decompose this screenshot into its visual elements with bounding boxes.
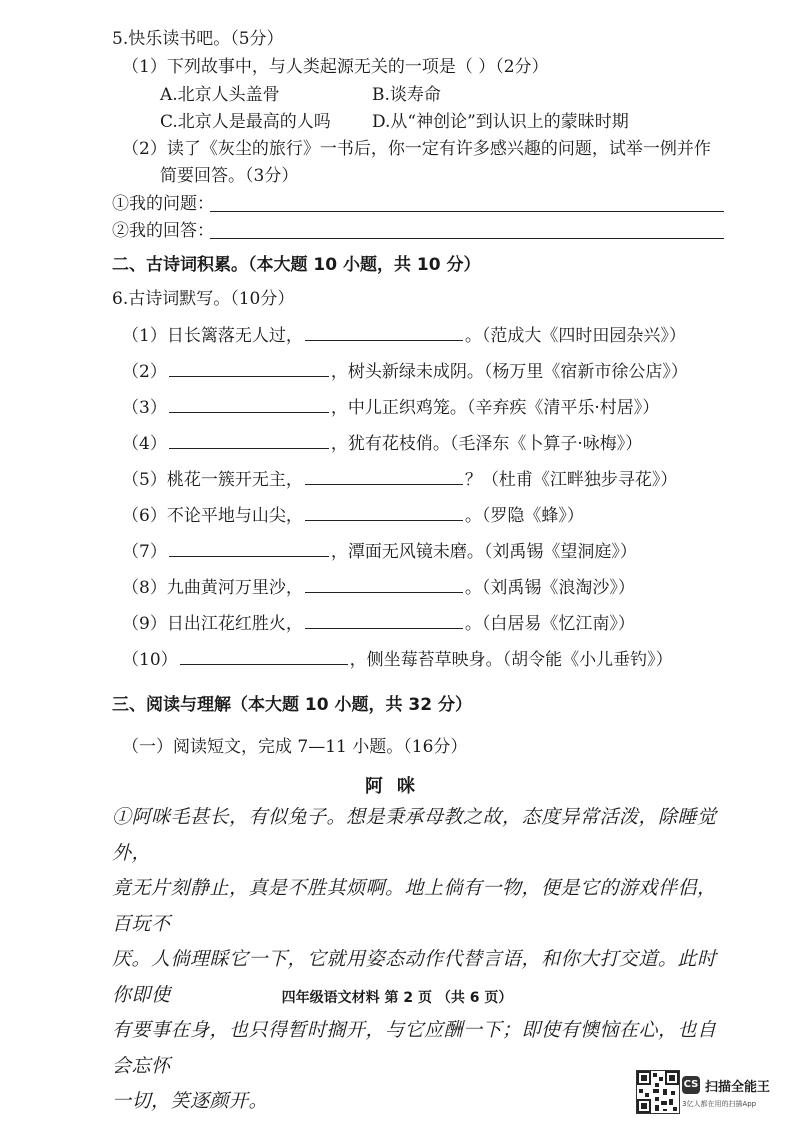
part1-instruction: （一）阅读短文，完成 7—11 小题。（16分） [122, 737, 468, 757]
my-answer-answer-line[interactable] [210, 238, 724, 239]
fill-blank[interactable] [169, 360, 329, 377]
passage-line: 竟无片刻静止，真是不胜其烦啊。地上倘有一物，便是它的游戏伴侣，百玩不 [112, 877, 717, 935]
q5-sub1: （1）下列故事中，与人类起源无关的一项是（ ）（2分） [122, 57, 549, 77]
fill-blank[interactable] [305, 468, 463, 485]
q5-option-d: D.从“神创论”到认识上的蒙昧时期 [372, 112, 629, 132]
my-question-label: ①我的问题： [112, 194, 214, 214]
my-answer-label: ②我的回答： [112, 221, 214, 241]
passage-line: ①阿咪毛甚长，有似兔子。想是秉承母教之故，态度异常活泼，除睡觉外， [112, 806, 717, 864]
camscanner-name: 扫描全能王 [705, 1080, 771, 1095]
q5-option-a: A.北京人头盖骨 [160, 85, 280, 105]
passage-line: 一切，笑逐颜开。 [112, 1090, 269, 1112]
poem-item: （5）桃花一簇开无主， ？（杜甫《江畔独步寻花》） [122, 470, 678, 490]
qr-code-icon [636, 1070, 680, 1114]
q5-heading: 5.快乐读书吧。（5分） [112, 29, 284, 49]
poem-item: （9）日出江花红胜火， 。（白居易《忆江南》） [122, 614, 635, 634]
fill-blank[interactable] [305, 504, 463, 521]
passage-line: 有要事在身，也只得暂时搁开，与它应酬一下；即使有懊恼在心，也自会忘怀 [112, 1019, 717, 1077]
fill-blank[interactable] [305, 612, 463, 629]
camscanner-tagline: 3亿人都在用的扫描App [682, 1100, 757, 1108]
fill-blank[interactable] [169, 540, 329, 557]
fill-blank[interactable] [305, 324, 463, 341]
section2-heading: 二、古诗词积累。（本大题 10 小题，共 10 分） [112, 255, 481, 275]
passage-title: 阿咪 [365, 776, 429, 797]
passage-line: 厌。人倘理睬它一下，它就用姿态动作代替言语，和你大打交道。此时你即使 [112, 948, 717, 1006]
q6-heading: 6.古诗词默写。（10分） [112, 289, 295, 309]
page-footer: 四年级语文材料 第 2 页 （共 6 页） [281, 990, 513, 1006]
fill-blank[interactable] [169, 396, 329, 413]
q5-option-c: C.北京人是最高的人吗 [160, 112, 331, 132]
camscanner-logo-icon: CS [682, 1076, 700, 1094]
fill-blank[interactable] [169, 432, 329, 449]
poem-item: （4） ，犹有花枝俏。（毛泽东《卜算子·咏梅》） [122, 434, 643, 454]
section3-heading: 三、阅读与理解（本大题 10 小题，共 32 分） [112, 695, 472, 715]
poem-item: （8）九曲黄河万里沙， 。（刘禹锡《浪淘沙》） [122, 578, 635, 598]
q5-sub2-line1: （2）读了《灰尘的旅行》一书后，你一定有许多感兴趣的问题，试举一例并作 [122, 139, 711, 159]
poem-item: （3） ，中儿正织鸡笼。（辛弃疾《清平乐·村居》） [122, 398, 660, 418]
poem-item: （2） ，树头新绿未成阴。（杨万里《宿新市徐公店》） [122, 362, 688, 382]
poem-item: （7） ，潭面无风镜未磨。（刘禹锡《望洞庭》） [122, 542, 637, 562]
q5-option-b: B.谈寿命 [372, 85, 441, 105]
fill-blank[interactable] [305, 576, 463, 593]
fill-blank[interactable] [180, 648, 348, 665]
q5-sub2-line2: 简要回答。（3分） [160, 166, 299, 186]
my-question-answer-line[interactable] [210, 211, 724, 212]
poem-item: （6）不论平地与山尖， 。（罗隐《蜂》） [122, 506, 584, 526]
poem-item: （1）日长篱落无人过， 。（范成大《四时田园杂兴》） [122, 326, 686, 346]
poem-item: （10） ，侧坐莓苔草映身。（胡令能《小儿垂钓》） [122, 650, 673, 670]
